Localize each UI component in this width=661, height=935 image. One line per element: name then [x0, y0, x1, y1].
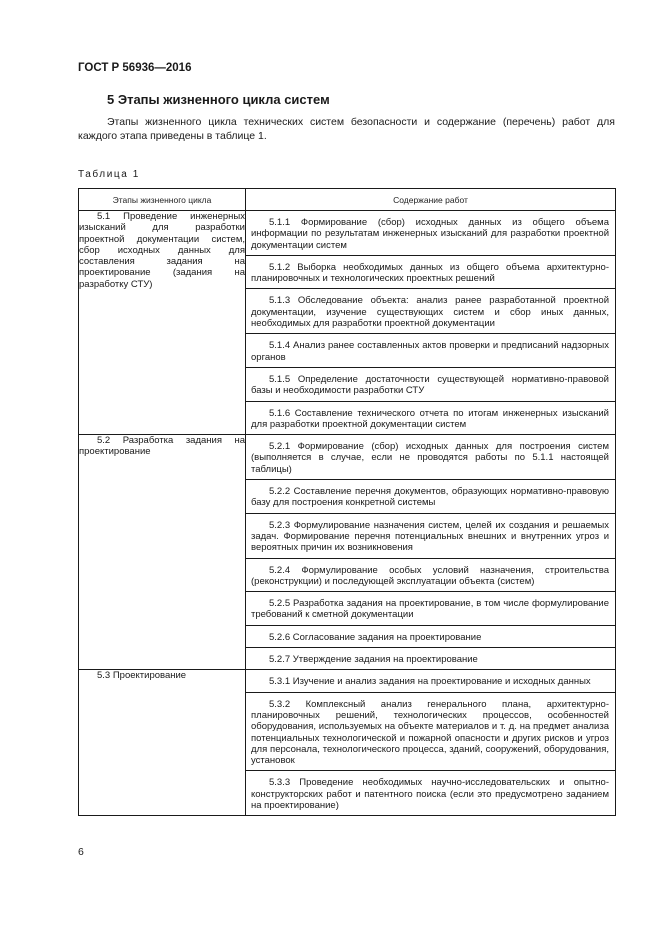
work-item: 5.2.2 Составление перечня документов, образующих нормативно-правовую базу для построения конкретной системы	[246, 480, 615, 514]
work-item: 5.3.1 Изучение и анализ задания на проектирование и исходных данных	[246, 670, 615, 692]
stage-text: 5.3 Проектирование	[97, 670, 187, 682]
work-item: 5.1.2 Выборка необходимых данных из общего объема архитектурно-планировочных и технологических проектных решений	[246, 256, 615, 290]
stage-cell	[79, 435, 246, 670]
work-item: 5.1.5 Определение достаточности существующей нормативно-правовой базы и необходимости разработки СТУ	[246, 368, 615, 402]
work-item: 5.1.6 Составление технического отчета по итогам инженерных изысканий для разработки проектной документации систем	[251, 407, 609, 430]
table-header-row	[79, 189, 616, 211]
work-item: 5.2.5 Разработка задания на проектирование, в том числе формулирование требований к сметной документации	[246, 592, 615, 626]
column-header-stages: Этапы жизненного цикла	[79, 189, 246, 211]
work-item: 5.2.1 Формирование (сбор) исходных данных для построения систем (выполняется в случае, если не проводятся работы по 5.1.1 настоящей таблицы)	[246, 435, 615, 480]
work-item: 5.2.3 Формулирование назначения систем, целей их создания и решаемых задач. Формирование перечня потенциальных внешних и внутренних угроз и вероятных причин их возникновения	[246, 514, 615, 559]
work-item: 5.2.4 Формулирование особых условий назначения, строительства (реконструкции) и последующей эксплуатации объекта (систем)	[246, 559, 615, 593]
stage-text: 5.2 Разработка задания на проектирование	[79, 435, 245, 458]
table-row	[79, 670, 616, 816]
work-item: 5.2.7 Утверждение задания на проектирование	[269, 654, 478, 666]
contents-cell	[246, 211, 616, 435]
table-caption: Таблица 1	[78, 169, 140, 180]
section-intro: Этапы жизненного цикла технических систем безопасности и содержание (перечень) работ для каждого этапа приведены в таблице 1.	[78, 116, 615, 142]
contents-cell	[246, 670, 616, 816]
column-header-contents: Содержание работ	[246, 189, 616, 211]
page-number: 6	[78, 846, 84, 858]
standard-designation: ГОСТ Р 56936—2016	[78, 62, 192, 74]
work-item: 5.3.3 Проведение необходимых научно-исследовательских и опытно-конструкторских работ и патентного поиска (если это предусмотрено заданием на проектирование)	[251, 777, 609, 811]
contents-cell	[246, 435, 616, 670]
stage-text: 5.1 Проведение инженерных изысканий для разработки проектной документации систем, сбор исходных данных для составления задания на проектирование (задания на разработку СТУ)	[79, 211, 245, 290]
table-row	[79, 435, 616, 670]
work-item: 5.1.1 Формирование (сбор) исходных данных из общего объема информации по результатам инженерных изысканий для разработки проектной документации систем	[246, 211, 615, 256]
work-item: 5.2.6 Согласование задания на проектирование	[246, 626, 615, 648]
stage-cell	[79, 670, 246, 816]
work-item: 5.1.4 Анализ ранее составленных актов проверки и предписаний надзорных органов	[246, 334, 615, 368]
stage-cell	[79, 211, 246, 435]
work-item: 5.1.3 Обследование объекта: анализ ранее разработанной проектной документации, изучение существующих систем и сбор иных данных, необходимых для разработки проектной документации	[246, 289, 615, 334]
table-row	[79, 211, 616, 435]
section-title: 5 Этапы жизненного цикла систем	[107, 92, 330, 107]
work-item: 5.3.2 Комплексный анализ генерального плана, архитектурно-планировочных решений, технологических процессов, особенностей оборудования, используемых на объекте материалов и т. д. на предмет анализа потенциальных технологической и пожарной опасности и других рисков и угроз для персонала, технологического процесса, зданий, сооружений, оборудования, установок	[246, 693, 615, 772]
lifecycle-table	[78, 188, 616, 816]
